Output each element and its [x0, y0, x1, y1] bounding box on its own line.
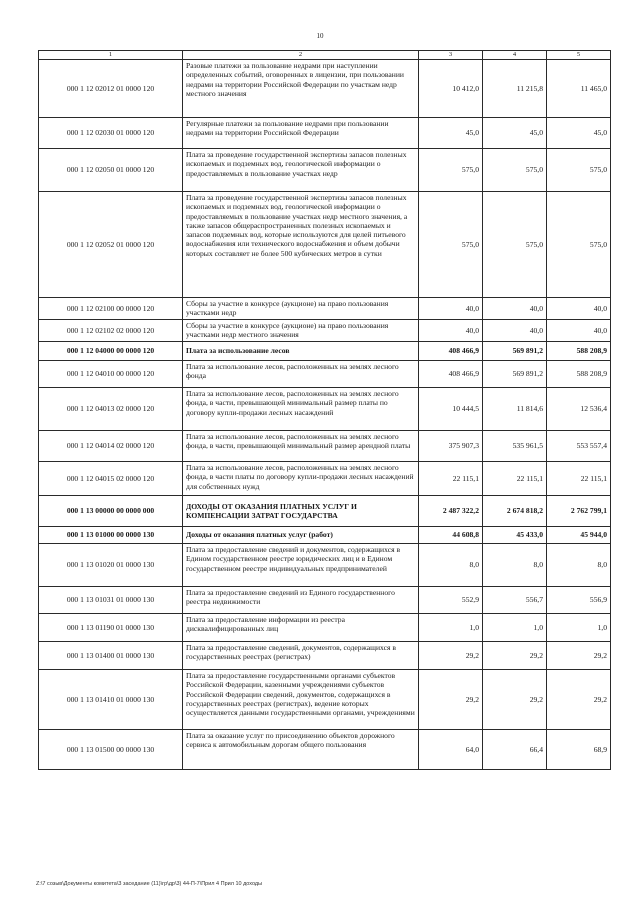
value-cell-year-2: 2 674 818,2: [483, 496, 547, 527]
budget-code-cell: 000 1 12 04015 02 0000 120: [39, 462, 183, 496]
table-row: [39, 118, 611, 149]
column-header: 5: [547, 51, 611, 60]
table-row: [39, 670, 611, 730]
value-cell-year-1: 64,0: [419, 730, 483, 770]
budget-code-cell: 000 1 13 01410 01 0000 130: [39, 670, 183, 730]
footer-file-path: Z:\7 созыв\Документы комитета\3 заседание (11)\гр\др\3) 44-П-7\Прил 4 Прил 10 доходы: [36, 881, 263, 887]
table-row: [39, 388, 611, 431]
value-cell-year-1: 40,0: [419, 320, 483, 342]
column-header: 3: [419, 51, 483, 60]
column-header: 1: [39, 51, 183, 60]
budget-code-cell: 000 1 12 02012 01 0000 120: [39, 60, 183, 118]
value-cell-year-3: 8,0: [547, 544, 611, 587]
budget-code-cell: 000 1 12 02050 01 0000 120: [39, 149, 183, 192]
revenue-name-cell: ДОХОДЫ ОТ ОКАЗАНИЯ ПЛАТНЫХ УСЛУГ И КОМПЕНСАЦИИ ЗАТРАТ ГОСУДАРСТВА: [183, 496, 419, 527]
value-cell-year-2: 40,0: [483, 298, 547, 320]
value-cell-year-2: 569 891,2: [483, 342, 547, 361]
value-cell-year-3: 45,0: [547, 118, 611, 149]
revenue-name-cell: Разовые платежи за пользование недрами при наступлении определенных событий, оговоренных в лицензии, при пользовании недрами на территории Российской Федерации по участкам недр местного значения: [183, 60, 419, 118]
value-cell-year-3: 40,0: [547, 298, 611, 320]
revenue-name-cell: Сборы за участие в конкурсе (аукционе) на право пользования участками недр местного значения: [183, 320, 419, 342]
value-cell-year-3: 575,0: [547, 149, 611, 192]
revenue-name-cell: Плата за предоставление сведений, документов, содержащихся в государственных реестрах (регистрах): [183, 642, 419, 670]
value-cell-year-1: 1,0: [419, 614, 483, 642]
value-cell-year-3: 575,0: [547, 192, 611, 298]
value-cell-year-2: 45 433,0: [483, 527, 547, 544]
revenue-name-cell: Плата за оказание услуг по присоединению объектов дорожного сервиса к автомобильным дорогам общего пользования: [183, 730, 419, 770]
value-cell-year-3: 553 557,4: [547, 431, 611, 462]
value-cell-year-2: 66,4: [483, 730, 547, 770]
budget-code-cell: 000 1 13 01400 01 0000 130: [39, 642, 183, 670]
revenue-name-cell: Плата за проведение государственной экспертизы запасов полезных ископаемых и подземных вод, геологической информации о предоставляемых в пользование участках недр: [183, 149, 419, 192]
budget-code-cell: 000 1 12 04010 00 0000 120: [39, 361, 183, 388]
revenue-name-cell: Плата за предоставление информации из реестра дисквалифицированных лиц: [183, 614, 419, 642]
value-cell-year-1: 44 608,8: [419, 527, 483, 544]
table-row: [39, 527, 611, 544]
table-row: [39, 361, 611, 388]
budget-code-cell: 000 1 12 04000 00 0000 120: [39, 342, 183, 361]
table-header-row: [39, 51, 611, 60]
value-cell-year-2: 569 891,2: [483, 361, 547, 388]
value-cell-year-1: 575,0: [419, 149, 483, 192]
value-cell-year-1: 45,0: [419, 118, 483, 149]
revenue-name-cell: Плата за использование лесов: [183, 342, 419, 361]
value-cell-year-2: 29,2: [483, 642, 547, 670]
value-cell-year-1: 29,2: [419, 642, 483, 670]
page-number: 10: [316, 32, 324, 40]
value-cell-year-3: 588 208,9: [547, 342, 611, 361]
table-row: [39, 149, 611, 192]
value-cell-year-2: 22 115,1: [483, 462, 547, 496]
table-row: [39, 642, 611, 670]
table-row: [39, 320, 611, 342]
table-row: [39, 431, 611, 462]
table-row: [39, 60, 611, 118]
value-cell-year-2: 11 814,6: [483, 388, 547, 431]
revenue-name-cell: Плата за предоставление государственными органами субъектов Российской Федерации, казенными учреждениями субъектов Российской Федерации сведений, документов, содержащихся в государственных реестрах (регистрах), ведение которых осуществляется данными государственными органами, учреждениями: [183, 670, 419, 730]
value-cell-year-2: 11 215,8: [483, 60, 547, 118]
table-row: [39, 192, 611, 298]
budget-code-cell: 000 1 13 01500 00 0000 130: [39, 730, 183, 770]
value-cell-year-3: 68,9: [547, 730, 611, 770]
budget-code-cell: 000 1 12 04014 02 0000 120: [39, 431, 183, 462]
table-row: [39, 614, 611, 642]
budget-code-cell: 000 1 13 01031 01 0000 130: [39, 587, 183, 614]
value-cell-year-3: 45 944,0: [547, 527, 611, 544]
value-cell-year-1: 552,9: [419, 587, 483, 614]
value-cell-year-1: 408 466,9: [419, 361, 483, 388]
table-row: [39, 544, 611, 587]
value-cell-year-1: 2 487 322,2: [419, 496, 483, 527]
value-cell-year-1: 375 907,3: [419, 431, 483, 462]
table-row: [39, 342, 611, 361]
value-cell-year-1: 40,0: [419, 298, 483, 320]
value-cell-year-2: 535 961,5: [483, 431, 547, 462]
value-cell-year-1: 10 444,5: [419, 388, 483, 431]
budget-code-cell: 000 1 13 00000 00 0000 000: [39, 496, 183, 527]
revenue-name-cell: Плата за использование лесов, расположенных на землях лесного фонда, в части, превышающей минимальный размер платы по договору купли-продажи лесных насаждений: [183, 388, 419, 431]
revenue-name-cell: Сборы за участие в конкурсе (аукционе) на право пользования участками недр: [183, 298, 419, 320]
value-cell-year-2: 29,2: [483, 670, 547, 730]
value-cell-year-3: 40,0: [547, 320, 611, 342]
revenue-name-cell: Плата за предоставление сведений из Единого государственного реестра недвижимости: [183, 587, 419, 614]
value-cell-year-3: 556,9: [547, 587, 611, 614]
value-cell-year-1: 10 412,0: [419, 60, 483, 118]
budget-code-cell: 000 1 12 02102 02 0000 120: [39, 320, 183, 342]
revenue-name-cell: Регулярные платежи за пользование недрами при пользовании недрами на территории Российской Федерации: [183, 118, 419, 149]
table-row: [39, 298, 611, 320]
revenue-name-cell: Плата за использование лесов, расположенных на землях лесного фонда: [183, 361, 419, 388]
value-cell-year-1: 22 115,1: [419, 462, 483, 496]
revenue-name-cell: Плата за использование лесов, расположенных на землях лесного фонда, в части платы по договору купли-продажи лесных насаждений для собственных нужд: [183, 462, 419, 496]
revenue-table: [38, 50, 611, 770]
budget-code-cell: 000 1 13 01000 00 0000 130: [39, 527, 183, 544]
value-cell-year-2: 556,7: [483, 587, 547, 614]
value-cell-year-3: 12 536,4: [547, 388, 611, 431]
value-cell-year-3: 2 762 799,1: [547, 496, 611, 527]
budget-code-cell: 000 1 12 04013 02 0000 120: [39, 388, 183, 431]
budget-code-cell: 000 1 12 02052 01 0000 120: [39, 192, 183, 298]
budget-code-cell: 000 1 13 01190 01 0000 130: [39, 614, 183, 642]
value-cell-year-2: 40,0: [483, 320, 547, 342]
table-row: [39, 587, 611, 614]
value-cell-year-3: 11 465,0: [547, 60, 611, 118]
revenue-name-cell: Плата за предоставление сведений и документов, содержащихся в Едином государственном реестре юридических лиц и в Едином государственном реестре индивидуальных предпринимателей: [183, 544, 419, 587]
value-cell-year-3: 588 208,9: [547, 361, 611, 388]
value-cell-year-3: 29,2: [547, 642, 611, 670]
value-cell-year-2: 8,0: [483, 544, 547, 587]
value-cell-year-1: 29,2: [419, 670, 483, 730]
column-header: 2: [183, 51, 419, 60]
revenue-name-cell: Доходы от оказания платных услуг (работ): [183, 527, 419, 544]
value-cell-year-2: 1,0: [483, 614, 547, 642]
value-cell-year-2: 575,0: [483, 192, 547, 298]
value-cell-year-2: 45,0: [483, 118, 547, 149]
value-cell-year-1: 408 466,9: [419, 342, 483, 361]
budget-code-cell: 000 1 12 02100 00 0000 120: [39, 298, 183, 320]
table-row: [39, 462, 611, 496]
table-body: [39, 60, 611, 770]
value-cell-year-3: 22 115,1: [547, 462, 611, 496]
table-row: [39, 730, 611, 770]
value-cell-year-3: 29,2: [547, 670, 611, 730]
budget-code-cell: 000 1 13 01020 01 0000 130: [39, 544, 183, 587]
budget-code-cell: 000 1 12 02030 01 0000 120: [39, 118, 183, 149]
column-header: 4: [483, 51, 547, 60]
revenue-name-cell: Плата за проведение государственной экспертизы запасов полезных ископаемых и подземных вод, геологической информации о предоставляемых в пользование участках недр местного значения, а также запасов общераспространенных полезных ископаемых и запасов подземных вод, которые используются для целей питьевого водоснабжения или технического водоснабжения и объем добычи которых составляет не более 500 кубических метров в сутки: [183, 192, 419, 298]
value-cell-year-2: 575,0: [483, 149, 547, 192]
table-row: [39, 496, 611, 527]
revenue-name-cell: Плата за использование лесов, расположенных на землях лесного фонда, в части, превышающей минимальный размер арендной платы: [183, 431, 419, 462]
value-cell-year-1: 575,0: [419, 192, 483, 298]
value-cell-year-3: 1,0: [547, 614, 611, 642]
value-cell-year-1: 8,0: [419, 544, 483, 587]
